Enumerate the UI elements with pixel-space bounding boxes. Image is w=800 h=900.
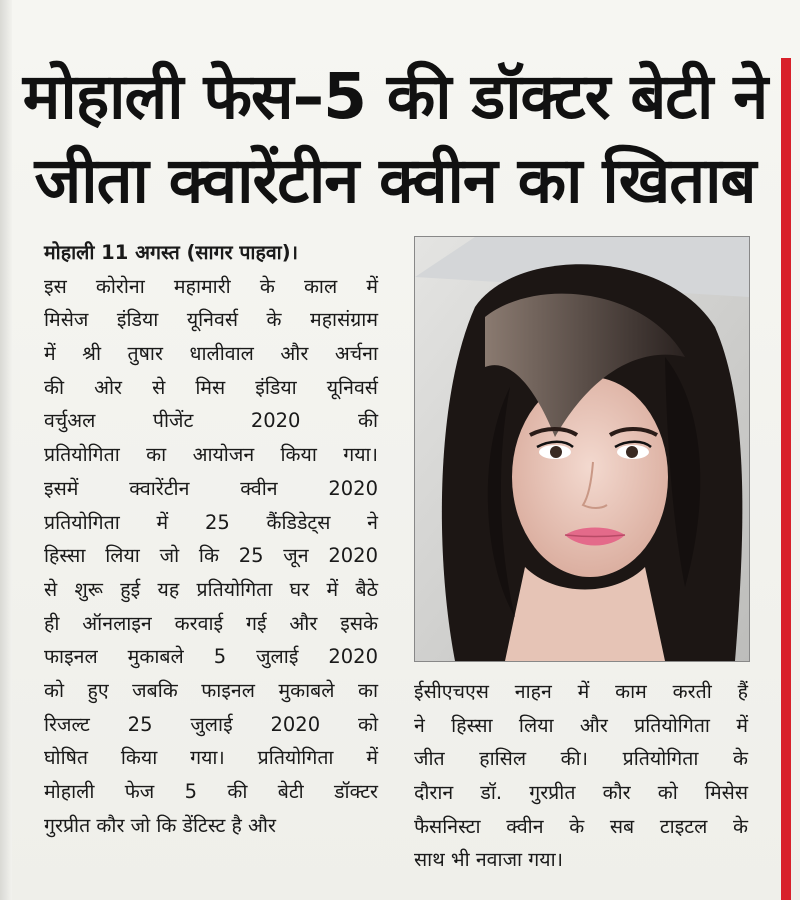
article-dateline: मोहाली 11 अगस्त (सागर पाहवा)। — [44, 241, 299, 264]
article-line: इसमें क्वारेंटीन क्वीन 2020 — [44, 476, 378, 500]
article-line: प्रतियोगिता का आयोजन किया गया। — [44, 443, 378, 467]
article-line: ईसीएचएस नाहन में काम करती हैं — [414, 680, 748, 703]
article-line: गुरप्रीत कौर जो कि डेंटिस्ट है और — [44, 813, 276, 837]
article-line: की ओर से मिस इंडिया यूनिवर्स — [44, 375, 378, 399]
headline — [20, 55, 770, 223]
red-column-rule — [781, 58, 791, 900]
article-line: जीत हासिल की। प्रतियोगिता के — [414, 747, 748, 771]
page-edge — [0, 0, 12, 900]
article-line: वर्चुअल पीजेंट 2020 की — [44, 409, 378, 433]
article-line: प्रतियोगिता में 25 कैंडिडेट्स ने — [44, 510, 378, 534]
article-left-column — [44, 236, 378, 842]
headline-line-1: मोहाली फेस–5 की डॉक्टर बेटी ने — [22, 60, 768, 133]
article-line: मिसेज इंडिया यूनिवर्स के महासंग्राम — [44, 308, 378, 332]
article-line: ही ऑनलाइन करवाई गई और इसके — [44, 611, 378, 635]
portrait-photo — [414, 236, 750, 662]
article-line: को हुए जबकि फाइनल मुकाबले का — [44, 678, 378, 702]
article-line: फाइनल मुकाबले 5 जुलाई 2020 — [44, 645, 378, 669]
article-line: से शुरू हुई यह प्रतियोगिता घर में बैठे — [44, 577, 378, 601]
article-line: हिस्सा लिया जो कि 25 जून 2020 — [44, 544, 378, 568]
article-line: में श्री तुषार धालीवाल और अर्चना — [44, 342, 378, 366]
article-line: इस कोरोना महामारी के काल में — [44, 274, 378, 298]
article-line: रिजल्ट 25 जुलाई 2020 को — [44, 712, 378, 736]
article-line: मोहाली फेज 5 की बेटी डॉक्टर — [44, 780, 378, 803]
article-line: साथ भी नवाजा गया। — [414, 848, 564, 872]
article-right-column — [414, 675, 748, 877]
article-line: घोषित किया गया। प्रतियोगिता में — [44, 746, 378, 770]
article-line: दौरान डॉ. गुरप्रीत कौर को मिसेस — [414, 781, 748, 805]
portrait-image — [415, 237, 749, 661]
headline-line-2: जीता क्वारेंटीन क्वीन का खिताब — [34, 144, 756, 217]
article-line: फैसनिस्टा क्वीन के सब टाइटल के — [414, 814, 748, 838]
article-line: ने हिस्सा लिया और प्रतियोगिता में — [414, 713, 748, 737]
